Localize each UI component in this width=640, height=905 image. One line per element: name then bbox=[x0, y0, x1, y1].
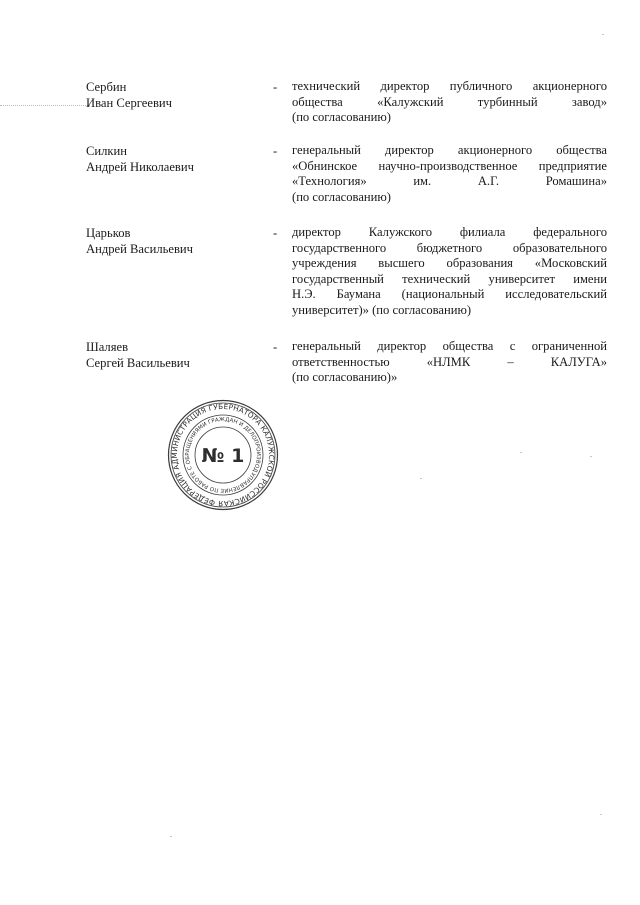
position-line: государственный технический университет имени bbox=[292, 271, 607, 286]
position-line: учреждения высшего образования «Московский bbox=[292, 256, 607, 271]
scan-speck bbox=[420, 478, 422, 479]
position-line: (по согласованию) bbox=[292, 110, 392, 125]
position-line: генеральный директор акционерного общества bbox=[292, 143, 607, 157]
scan-speck bbox=[602, 34, 604, 35]
scan-speck bbox=[170, 836, 172, 837]
seal-inner-text: УПРАВЛЕНИЕ ПО РАБОТЕ С ОБРАЩЕНИЯМИ ГРАЖДАН И ДЕЛОПРОИЗВОДСТВУ bbox=[184, 416, 262, 494]
member-position bbox=[292, 339, 607, 386]
position-line: государственного бюджетного образовательного bbox=[292, 240, 607, 255]
member-dash: - bbox=[273, 340, 278, 354]
member-name: Сербин Иван Сергеевич bbox=[86, 80, 172, 110]
member-position bbox=[292, 143, 607, 205]
position-line: ответственностью «НЛМК – КАЛУГА» bbox=[292, 354, 607, 369]
scan-speck bbox=[520, 452, 522, 453]
scan-speck bbox=[590, 456, 592, 457]
scan-speck bbox=[600, 814, 602, 815]
member-dash: - bbox=[273, 226, 278, 240]
position-line: (по согласованию)» bbox=[292, 370, 398, 385]
member-name: Шаляев Сергей Васильевич bbox=[86, 340, 190, 370]
member-dash: - bbox=[273, 80, 278, 94]
position-line: Н.Э. Баумана (национальный исследовательский bbox=[292, 287, 607, 302]
position-line: «Технология» им. А.Г. Ромашина» bbox=[292, 174, 607, 189]
position-line: (по согласованию) bbox=[292, 189, 392, 204]
position-line: генеральный директор общества с ограниченной bbox=[292, 339, 607, 353]
member-name: Царьков Андрей Васильевич bbox=[86, 226, 193, 256]
member-position bbox=[292, 225, 607, 319]
position-line: университет)» (по согласованию) bbox=[292, 302, 472, 317]
scan-artifact bbox=[0, 99, 90, 106]
position-line: директор Калужского филиала федерального bbox=[292, 225, 607, 239]
member-dash: - bbox=[273, 144, 278, 158]
position-line: общества «Калужский турбинный завод» bbox=[292, 94, 607, 109]
official-seal-stamp bbox=[166, 398, 280, 512]
member-name: Силкин Андрей Николаевич bbox=[86, 144, 194, 174]
position-line: технический директор публичного акционерного bbox=[292, 79, 607, 93]
seal-number: № 1 bbox=[201, 445, 245, 467]
seal-outer-text: РОССИЙСКАЯ ФЕДЕРАЦИЯ АДМИНИСТРАЦИЯ ГУБЕРНАТОРА КАЛУЖСКОЙ bbox=[169, 401, 277, 509]
position-line: «Обнинское научно-производственное предприятие bbox=[292, 158, 607, 173]
member-position bbox=[292, 79, 607, 126]
